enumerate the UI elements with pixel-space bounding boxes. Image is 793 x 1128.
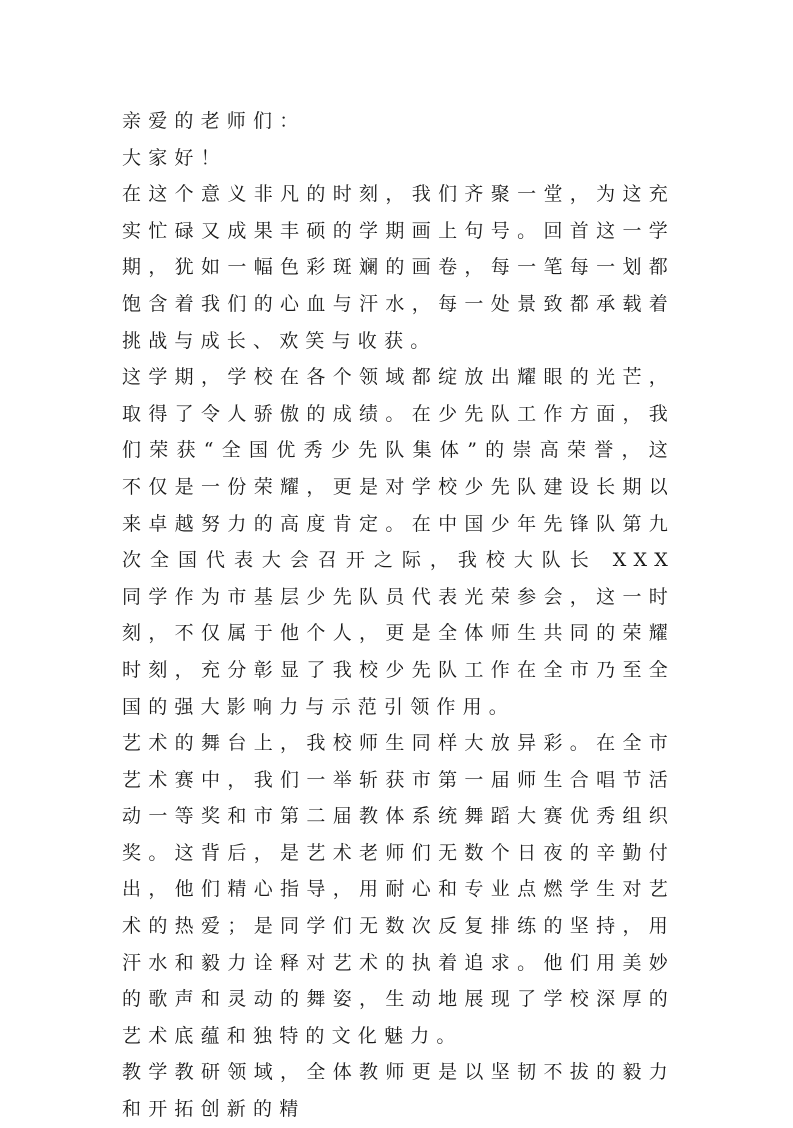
salutation: 亲爱的老师们： (122, 110, 306, 132)
paragraph-opening: 在这个意义非凡的时刻，我们齐聚一堂，为这充实忙碌又成果丰硕的学期画上句号。回首这一学期，犹如一幅色彩斑斓的画卷，每一笔每一划都饱含着我们的心血与汗水，每一处景致都承载着挑战与成长、欢笑与收获。 (122, 183, 675, 352)
document-page (122, 103, 675, 1128)
greeting: 大家好！ (122, 146, 227, 169)
paragraph-young-pioneers: 这学期，学校在各个领域都绽放出耀眼的光芒，取得了令人骄傲的成绩。在少先队工作方面，我们荣获“全国优秀少先队集体”的崇高荣誉，这不仅是一份荣耀，更是对学校少先队建设长期以来卓越努力的高度肯定。在中国少年先锋队第九次全国代表大会召开之际，我校大队长 XXX 同学作为市基层少先队员代表光荣参会，这一时刻，不仅属于他个人，更是全体师生共同的荣耀时刻，充分彰显了我校少先队工作在全市乃至全国的强大影响力与示范引领作用。 (122, 366, 675, 718)
paragraph-teaching-research: 教学教研领域，全体教师更是以坚韧不拔的毅力和开拓创新的精 (122, 1061, 675, 1121)
paragraph-arts: 艺术的舞台上，我校师生同样大放异彩。在全市艺术赛中，我们一举斩获市第一届师生合唱节活动一等奖和市第二届教体系统舞蹈大赛优秀组织奖。这背后，是艺术老师们无数个日夜的辛勤付出，他们精心指导，用耐心和专业点燃学生对艺术的热爱；是同学们无数次反复排练的坚持，用汗水和毅力诠释对艺术的执着追求。他们用美妙的歌声和灵动的舞姿，生动地展现了学校深厚的艺术底蕴和独特的文化魅力。 (122, 732, 675, 1047)
